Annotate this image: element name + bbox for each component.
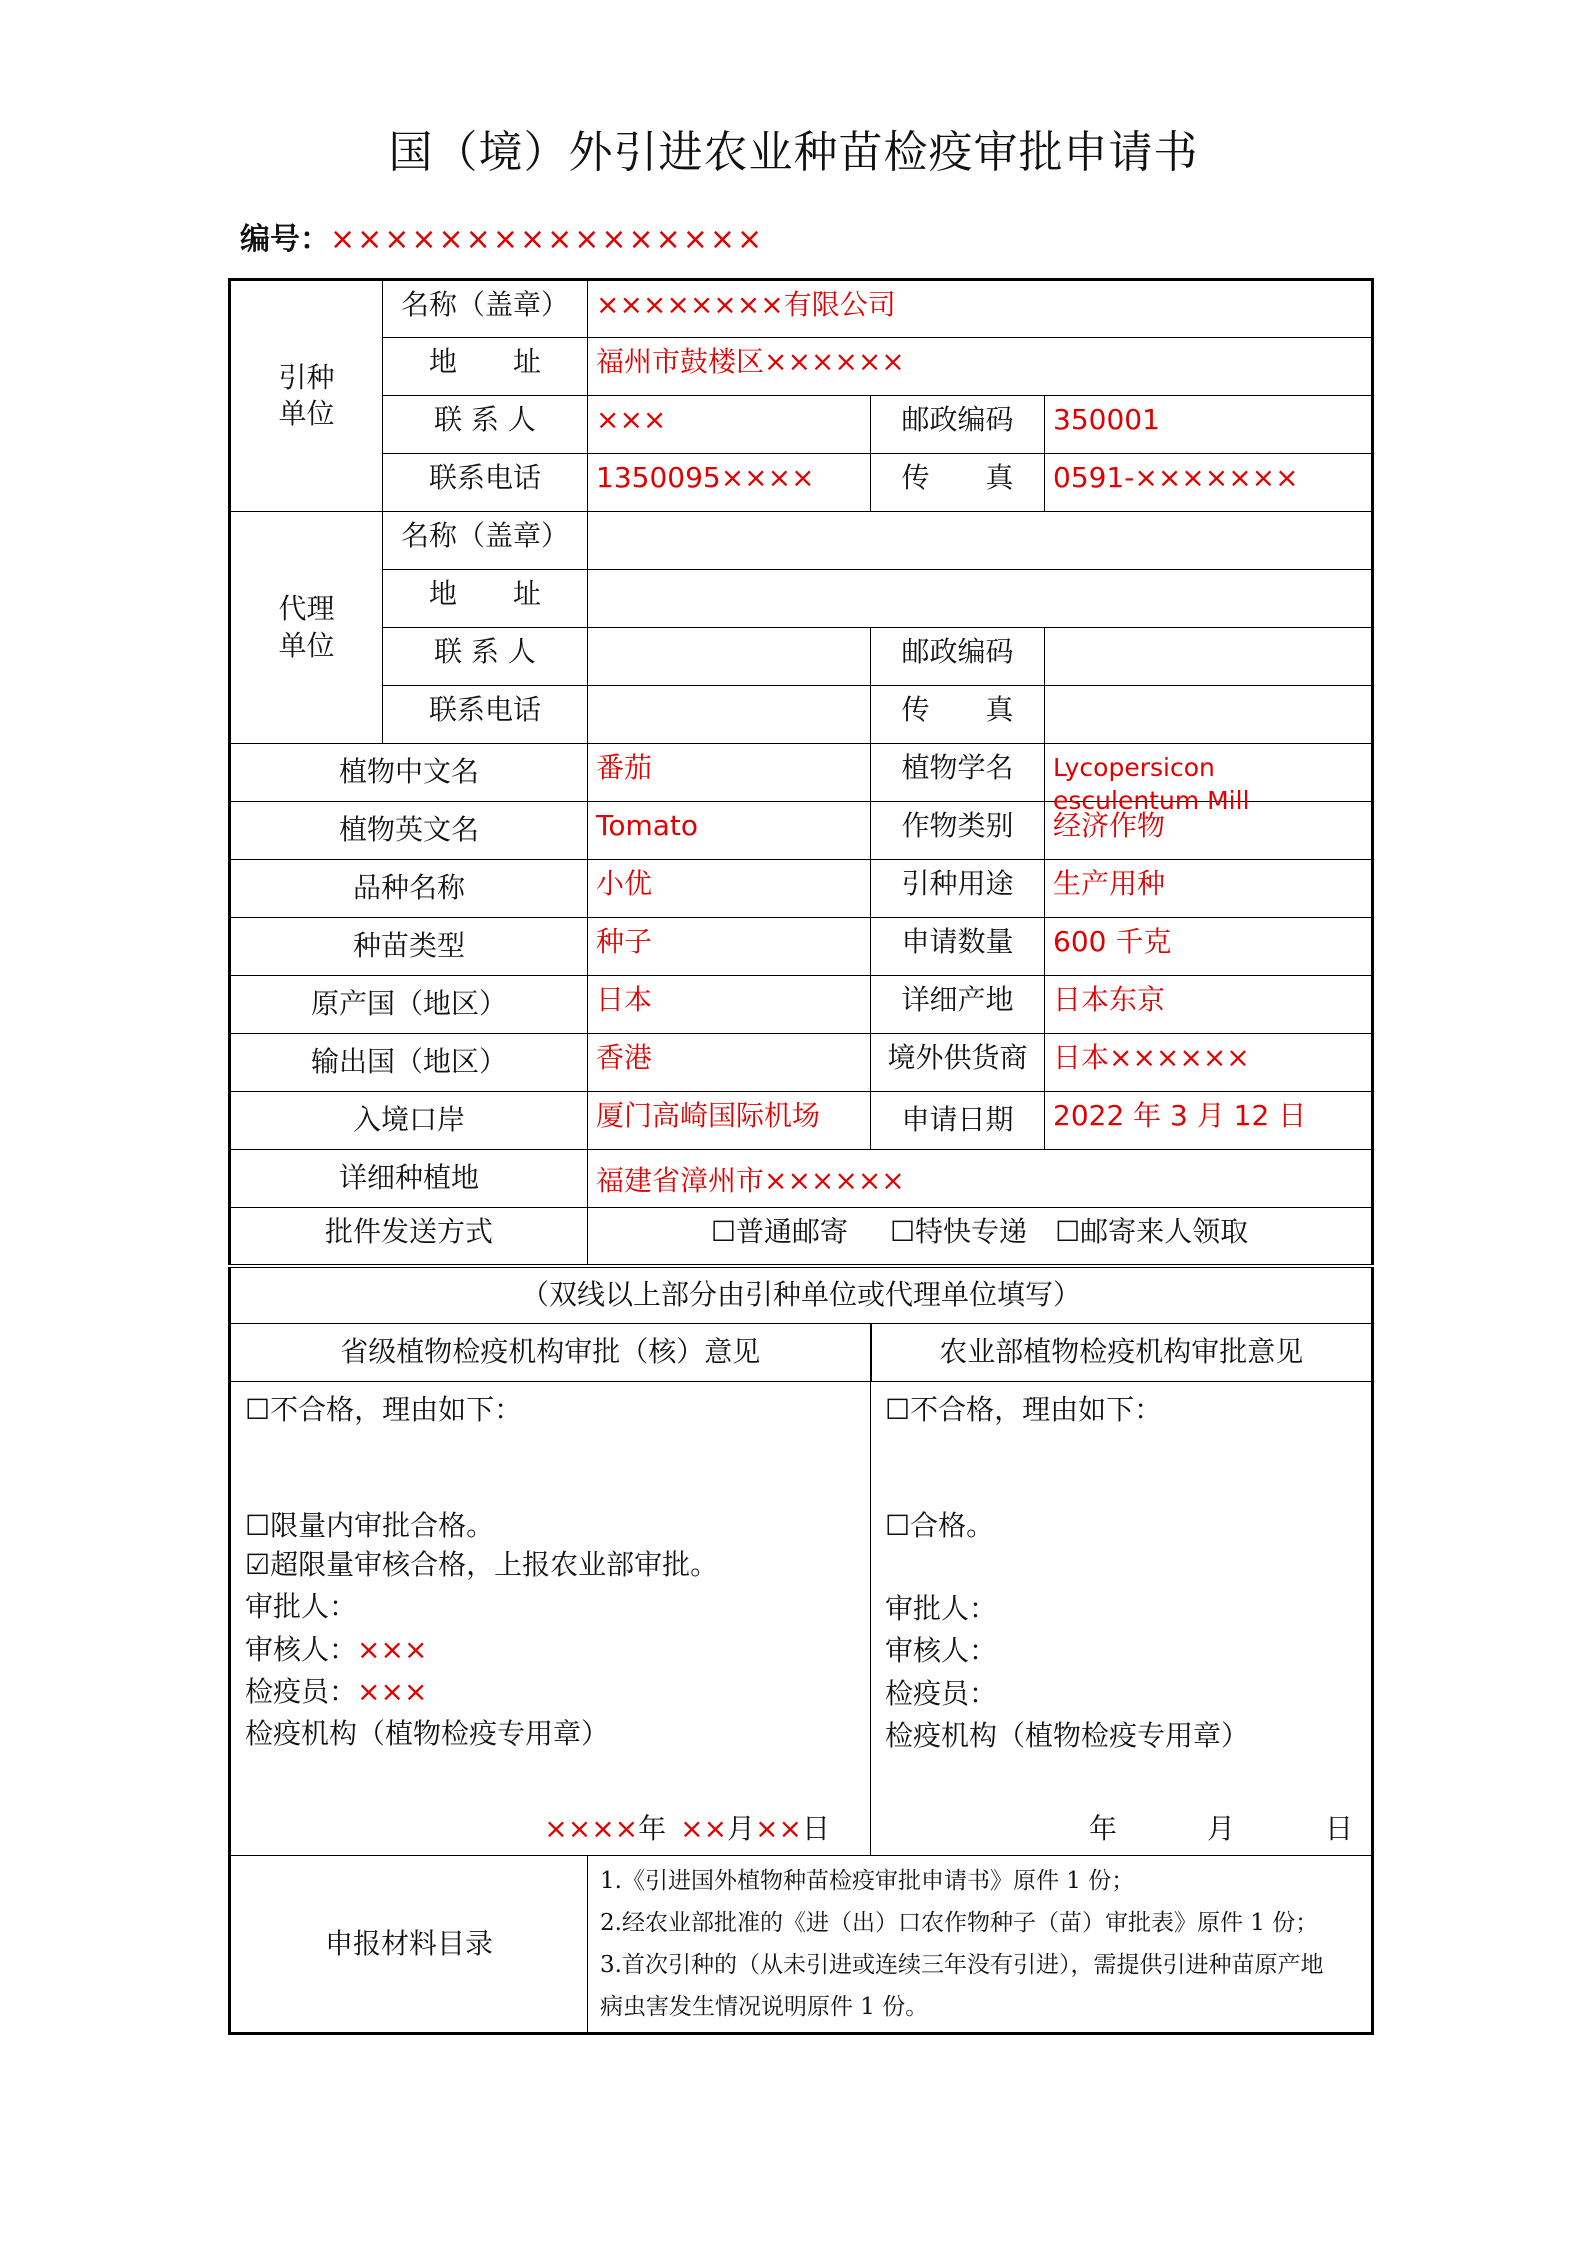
plant-row-8 bbox=[230, 1150, 1373, 1208]
agent-address-label: 地 址 bbox=[383, 570, 588, 628]
planting-site-label: 详细种植地 bbox=[230, 1150, 588, 1208]
intro-row-contact bbox=[230, 396, 1373, 454]
planting-site-value[interactable]: 福建省漳州市×××××× bbox=[588, 1150, 1373, 1208]
variety-label: 品种名称 bbox=[230, 860, 588, 918]
provincial-date-day[interactable]: ×× bbox=[755, 1811, 802, 1845]
delivery-option-express[interactable]: ☐特快专递 bbox=[889, 1215, 1028, 1248]
year-label: 年 bbox=[638, 1811, 667, 1845]
application-form-table bbox=[228, 278, 1374, 2035]
plant-row-3 bbox=[230, 860, 1373, 918]
day-label: 日 bbox=[801, 1811, 830, 1845]
ministry-fail-checkbox[interactable]: ☐不合格，理由如下： bbox=[885, 1393, 1163, 1426]
intro-row-phone bbox=[230, 454, 1373, 512]
provincial-pass-over-checkbox[interactable]: ☑超限量审核合格，上报农业部审批。 bbox=[245, 1547, 719, 1581]
month-label: 月 bbox=[1207, 1811, 1236, 1845]
ministry-date bbox=[1089, 1811, 1353, 1847]
intro-contact-label: 联 系 人 bbox=[383, 396, 588, 454]
materials-list bbox=[588, 1856, 1373, 2034]
intro-row-name bbox=[230, 280, 1373, 338]
agent-fax-value[interactable] bbox=[1045, 686, 1373, 744]
agent-contact-value[interactable] bbox=[588, 628, 871, 686]
crop-type-value[interactable]: 经济作物 bbox=[1045, 802, 1373, 860]
origin-country-label: 原产国（地区） bbox=[230, 976, 588, 1034]
materials-label: 申报材料目录 bbox=[230, 1856, 588, 2034]
provincial-date-year[interactable]: ×××× bbox=[544, 1811, 639, 1845]
plant-sci-label: 植物学名 bbox=[871, 744, 1045, 802]
ministry-header: 农业部植物检疫机构审批意见 bbox=[871, 1324, 1373, 1382]
ministry-agency: 检疫机构（植物检疫专用章） bbox=[885, 1718, 1250, 1752]
intro-name-label: 名称（盖章） bbox=[383, 280, 588, 338]
agent-row-name bbox=[230, 512, 1373, 570]
plant-en-value[interactable]: Tomato bbox=[588, 802, 871, 860]
delivery-option-pickup[interactable]: ☐邮寄来人领取 bbox=[1055, 1215, 1249, 1248]
intro-address-value[interactable]: 福州市鼓楼区×××××× bbox=[588, 338, 1373, 396]
agent-postcode-label: 邮政编码 bbox=[871, 628, 1045, 686]
variety-value[interactable]: 小优 bbox=[588, 860, 871, 918]
intro-postcode-value[interactable]: 350001 bbox=[1045, 396, 1373, 454]
provincial-reviewer-label: 审核人： bbox=[245, 1632, 358, 1666]
agent-phone-value[interactable] bbox=[588, 686, 871, 744]
month-label: 月 bbox=[727, 1811, 756, 1845]
origin-country-value[interactable]: 日本 bbox=[588, 976, 871, 1034]
intro-address-label: 地 址 bbox=[383, 338, 588, 396]
agent-address-value[interactable] bbox=[588, 570, 1373, 628]
provincial-inspector bbox=[245, 1674, 856, 1710]
origin-place-value[interactable]: 日本东京 bbox=[1045, 976, 1373, 1034]
intro-postcode-label: 邮政编码 bbox=[871, 396, 1045, 454]
agent-phone-label: 联系电话 bbox=[383, 686, 588, 744]
agent-postcode-value[interactable] bbox=[1045, 628, 1373, 686]
intro-fax-label: 传 真 bbox=[871, 454, 1045, 512]
plant-en-label: 植物英文名 bbox=[230, 802, 588, 860]
plant-cn-value[interactable]: 番茄 bbox=[588, 744, 871, 802]
plant-row-1 bbox=[230, 744, 1373, 802]
provincial-date bbox=[544, 1811, 830, 1847]
ministry-opinion bbox=[871, 1382, 1373, 1856]
plant-cn-label: 植物中文名 bbox=[230, 744, 588, 802]
intro-fax-value[interactable]: 0591-××××××× bbox=[1045, 454, 1373, 512]
delivery-option-post[interactable]: ☐普通邮寄 bbox=[710, 1215, 848, 1248]
intro-phone-label: 联系电话 bbox=[383, 454, 588, 512]
year-label: 年 bbox=[1088, 1811, 1117, 1845]
materials-item-3: 3.首次引种的（从未引进或连续三年没有引进），需提供引进种苗原产地 bbox=[600, 1952, 1324, 1978]
agent-fax-label: 传 真 bbox=[871, 686, 1045, 744]
intro-row-address bbox=[230, 338, 1373, 396]
materials-item-1: 1.《引进国外植物种苗检疫审批申请书》原件 1 份； bbox=[600, 1868, 1135, 1894]
plant-row-7 bbox=[230, 1092, 1373, 1150]
materials-row bbox=[230, 1856, 1373, 2034]
agent-contact-label: 联 系 人 bbox=[383, 628, 588, 686]
supplier-value[interactable]: 日本×××××× bbox=[1045, 1034, 1373, 1092]
supplier-label: 境外供货商 bbox=[871, 1034, 1045, 1092]
provincial-approver: 审批人： bbox=[245, 1590, 358, 1624]
delivery-options bbox=[588, 1208, 1373, 1266]
plant-row-4 bbox=[230, 918, 1373, 976]
entry-port-label: 入境口岸 bbox=[230, 1092, 588, 1150]
apply-date-value[interactable]: 2022 年 3 月 12 日 bbox=[1045, 1092, 1373, 1150]
delivery-label: 批件发送方式 bbox=[230, 1208, 588, 1266]
purpose-value[interactable]: 生产用种 bbox=[1045, 860, 1373, 918]
ministry-inspector: 检疫员： bbox=[885, 1676, 998, 1710]
plant-row-5 bbox=[230, 976, 1373, 1034]
opinion-body-row bbox=[230, 1382, 1373, 1856]
opinion-header-row bbox=[230, 1324, 1373, 1382]
plant-row-6 bbox=[230, 1034, 1373, 1092]
intro-phone-value[interactable]: 1350095×××× bbox=[588, 454, 871, 512]
seed-type-value[interactable]: 种子 bbox=[588, 918, 871, 976]
provincial-date-month[interactable]: ×× bbox=[680, 1811, 728, 1845]
apply-date-label: 申请日期 bbox=[871, 1092, 1045, 1150]
ministry-pass-checkbox[interactable]: ☐合格。 bbox=[885, 1509, 995, 1543]
fill-note: （双线以上部分由引种单位或代理单位填写） bbox=[230, 1266, 1373, 1324]
provincial-reviewer-value[interactable]: ××× bbox=[357, 1632, 428, 1666]
materials-item-2: 2.经农业部批准的《进（出）口农作物种子（苗）审批表》原件 1 份； bbox=[600, 1910, 1319, 1936]
agent-unit-label: 代理 单位 bbox=[230, 512, 383, 744]
provincial-pass-within-checkbox[interactable]: ☐限量内审批合格。 bbox=[245, 1509, 495, 1543]
note-row bbox=[230, 1266, 1373, 1324]
ministry-reviewer: 审核人： bbox=[885, 1634, 998, 1668]
serial-label: 编号： bbox=[240, 222, 330, 257]
quantity-label: 申请数量 bbox=[871, 918, 1045, 976]
origin-place-label: 详细产地 bbox=[871, 976, 1045, 1034]
purpose-label: 引种用途 bbox=[871, 860, 1045, 918]
export-country-value[interactable]: 香港 bbox=[588, 1034, 871, 1092]
provincial-opinion bbox=[230, 1382, 871, 1856]
intro-contact-value[interactable]: ××× bbox=[588, 396, 871, 454]
delivery-row bbox=[230, 1208, 1373, 1266]
provincial-header: 省级植物检疫机构审批（核）意见 bbox=[230, 1324, 871, 1382]
export-country-label: 输出国（地区） bbox=[230, 1034, 588, 1092]
seed-type-label: 种苗类型 bbox=[230, 918, 588, 976]
materials-item-4: 病虫害发生情况说明原件 1 份。 bbox=[600, 1994, 929, 2020]
serial-value: ×××××××××××××××× bbox=[330, 222, 765, 257]
day-label: 日 bbox=[1325, 1811, 1354, 1845]
agent-row-phone bbox=[230, 686, 1373, 744]
agent-row-address bbox=[230, 570, 1373, 628]
provincial-inspector-value[interactable]: ××× bbox=[357, 1674, 428, 1708]
agent-name-label: 名称（盖章） bbox=[383, 512, 588, 570]
provincial-fail-checkbox[interactable]: ☐不合格，理由如下： bbox=[245, 1393, 523, 1426]
agent-row-contact bbox=[230, 628, 1373, 686]
quantity-value[interactable]: 600 千克 bbox=[1045, 918, 1373, 976]
provincial-reviewer bbox=[245, 1632, 856, 1668]
agent-name-value[interactable] bbox=[588, 512, 1373, 570]
provincial-inspector-label: 检疫员： bbox=[245, 1674, 358, 1708]
intro-name-value[interactable]: ××××××××有限公司 bbox=[588, 280, 1373, 338]
document-title: 国（境）外引进农业种苗检疫审批申请书 bbox=[388, 127, 1199, 178]
crop-type-label: 作物类别 bbox=[871, 802, 1045, 860]
entry-port-value[interactable]: 厦门高崎国际机场 bbox=[588, 1092, 871, 1150]
ministry-approver: 审批人： bbox=[885, 1591, 998, 1625]
introducing-unit-label: 引种 单位 bbox=[230, 280, 383, 512]
provincial-agency: 检疫机构（植物检疫专用章） bbox=[245, 1717, 610, 1751]
plant-sci-value[interactable]: Lycopersicon esculentum Mill bbox=[1053, 753, 1250, 815]
serial-number bbox=[240, 214, 764, 258]
